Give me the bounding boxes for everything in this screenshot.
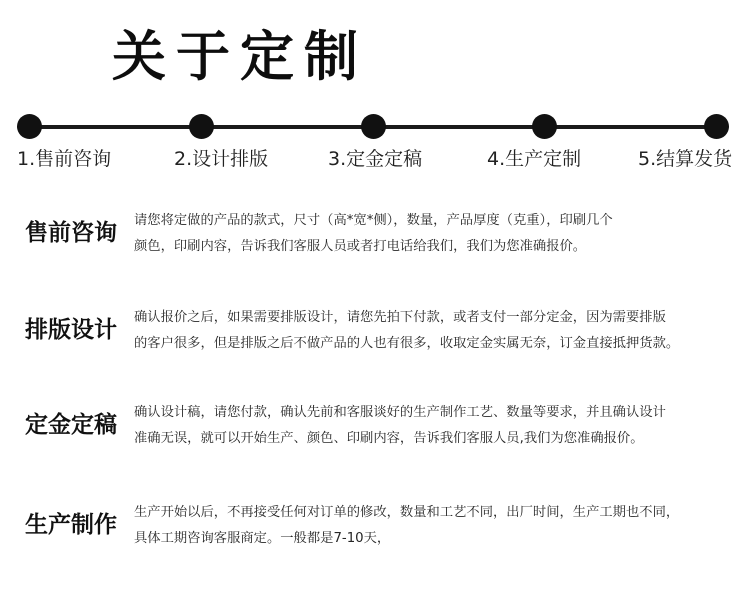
section-title-layout: 排版设计 — [25, 317, 117, 343]
section-body-line: 颜色，印刷内容，告诉我们客服人员或者打电话给我们，我们为您准确报价。 — [134, 239, 587, 254]
section-title-presale: 售前咨询 — [25, 220, 117, 246]
timeline-node-5 — [704, 114, 729, 139]
section-body-line: 确认设计稿，请您付款，确认先前和客服谈好的生产制作工艺、数量等要求，并且确认设计 — [134, 405, 666, 420]
section-body-deposit — [134, 400, 742, 452]
step-label-3: 3.定金定稿 — [328, 148, 423, 170]
section-title-production: 生产制作 — [25, 512, 117, 538]
section-body-line: 生产开始以后，不再接受任何对订单的修改，数量和工艺不同，出厂时间，生产工期也不同， — [134, 505, 680, 520]
timeline-node-1 — [17, 114, 42, 139]
section-title-deposit: 定金定稿 — [25, 412, 117, 438]
section-body-line: 准确无误，就可以开始生产、颜色、印刷内容，告诉我们客服人员,我们为您准确报价。 — [134, 431, 644, 446]
timeline-node-2 — [189, 114, 214, 139]
section-body-layout — [134, 305, 742, 357]
section-body-production — [134, 500, 742, 552]
step-label-4: 4.生产定制 — [487, 148, 582, 170]
section-body-line: 确认报价之后，如果需要排版设计，请您先拍下付款，或者支付一部分定金，因为需要排版 — [134, 310, 666, 325]
page-title: 关于定制 — [112, 25, 368, 88]
timeline-node-3 — [361, 114, 386, 139]
step-label-5: 5.结算发货 — [638, 148, 733, 170]
section-body-presale — [134, 208, 742, 260]
section-body-line: 的客户很多，但是排版之后不做产品的人也有很多，收取定金实属无奈，订金直接抵押货款。 — [134, 336, 680, 351]
step-label-1: 1.售前咨询 — [17, 148, 112, 170]
section-body-line: 具体工期咨询客服商定。一般都是7-10天， — [134, 531, 391, 546]
step-label-2: 2.设计排版 — [174, 148, 269, 170]
section-body-line: 请您将定做的产品的款式，尺寸（高*宽*侧），数量，产品厚度（克重），印刷几个 — [134, 213, 613, 228]
timeline-node-4 — [532, 114, 557, 139]
